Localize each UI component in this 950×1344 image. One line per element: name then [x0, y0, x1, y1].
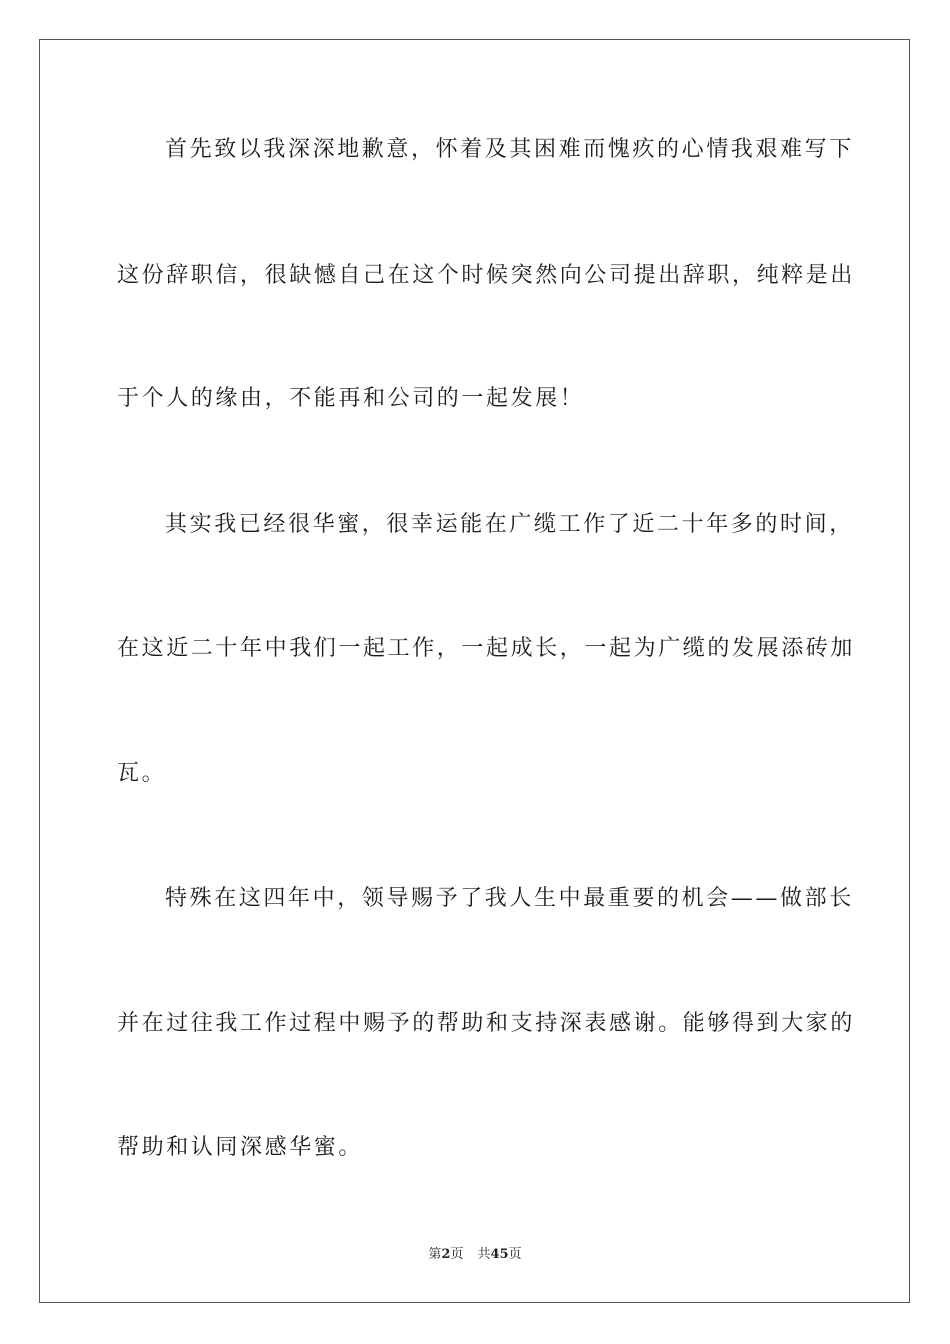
- paragraph-1-line-3: 于个人的缘由，不能再和公司的一起发展！: [117, 386, 585, 411]
- footer-total-suffix: 页: [508, 1247, 522, 1262]
- paragraph-3-line-1: 特殊在这四年中，领导赐予了我人生中最重要的机会——做部长: [165, 886, 854, 911]
- footer-total-pages: 45: [490, 1247, 509, 1262]
- footer-page-number: 2: [441, 1247, 451, 1262]
- footer-page-suffix: 页: [450, 1247, 464, 1262]
- paragraph-3-line-2: 并在过往我工作过程中赐予的帮助和支持深表感谢。能够得到大家的: [117, 1011, 856, 1036]
- paragraph-2-line-2: 在这近二十年中我们一起工作，一起成长，一起为广缆的发展添砖加: [117, 636, 856, 661]
- footer-total-prefix: 共: [477, 1247, 491, 1262]
- footer-page-prefix: 第: [428, 1247, 442, 1262]
- paragraph-1-line-1: 首先致以我深深地歉意，怀着及其困难而愧疚的心情我艰难写下: [165, 137, 854, 162]
- page-border: [39, 39, 910, 1303]
- paragraph-2-line-1: 其实我已经很华蜜，很幸运能在广缆工作了近二十年多的时间，: [165, 512, 854, 537]
- paragraph-3-line-3: 帮助和认同深感华蜜。: [117, 1135, 364, 1160]
- paragraph-1-line-2: 这份辞职信，很缺憾自己在这个时候突然向公司提出辞职，纯粹是出: [117, 263, 856, 288]
- paragraph-2-line-3: 瓦。: [117, 761, 167, 786]
- page-footer: [0, 1246, 950, 1264]
